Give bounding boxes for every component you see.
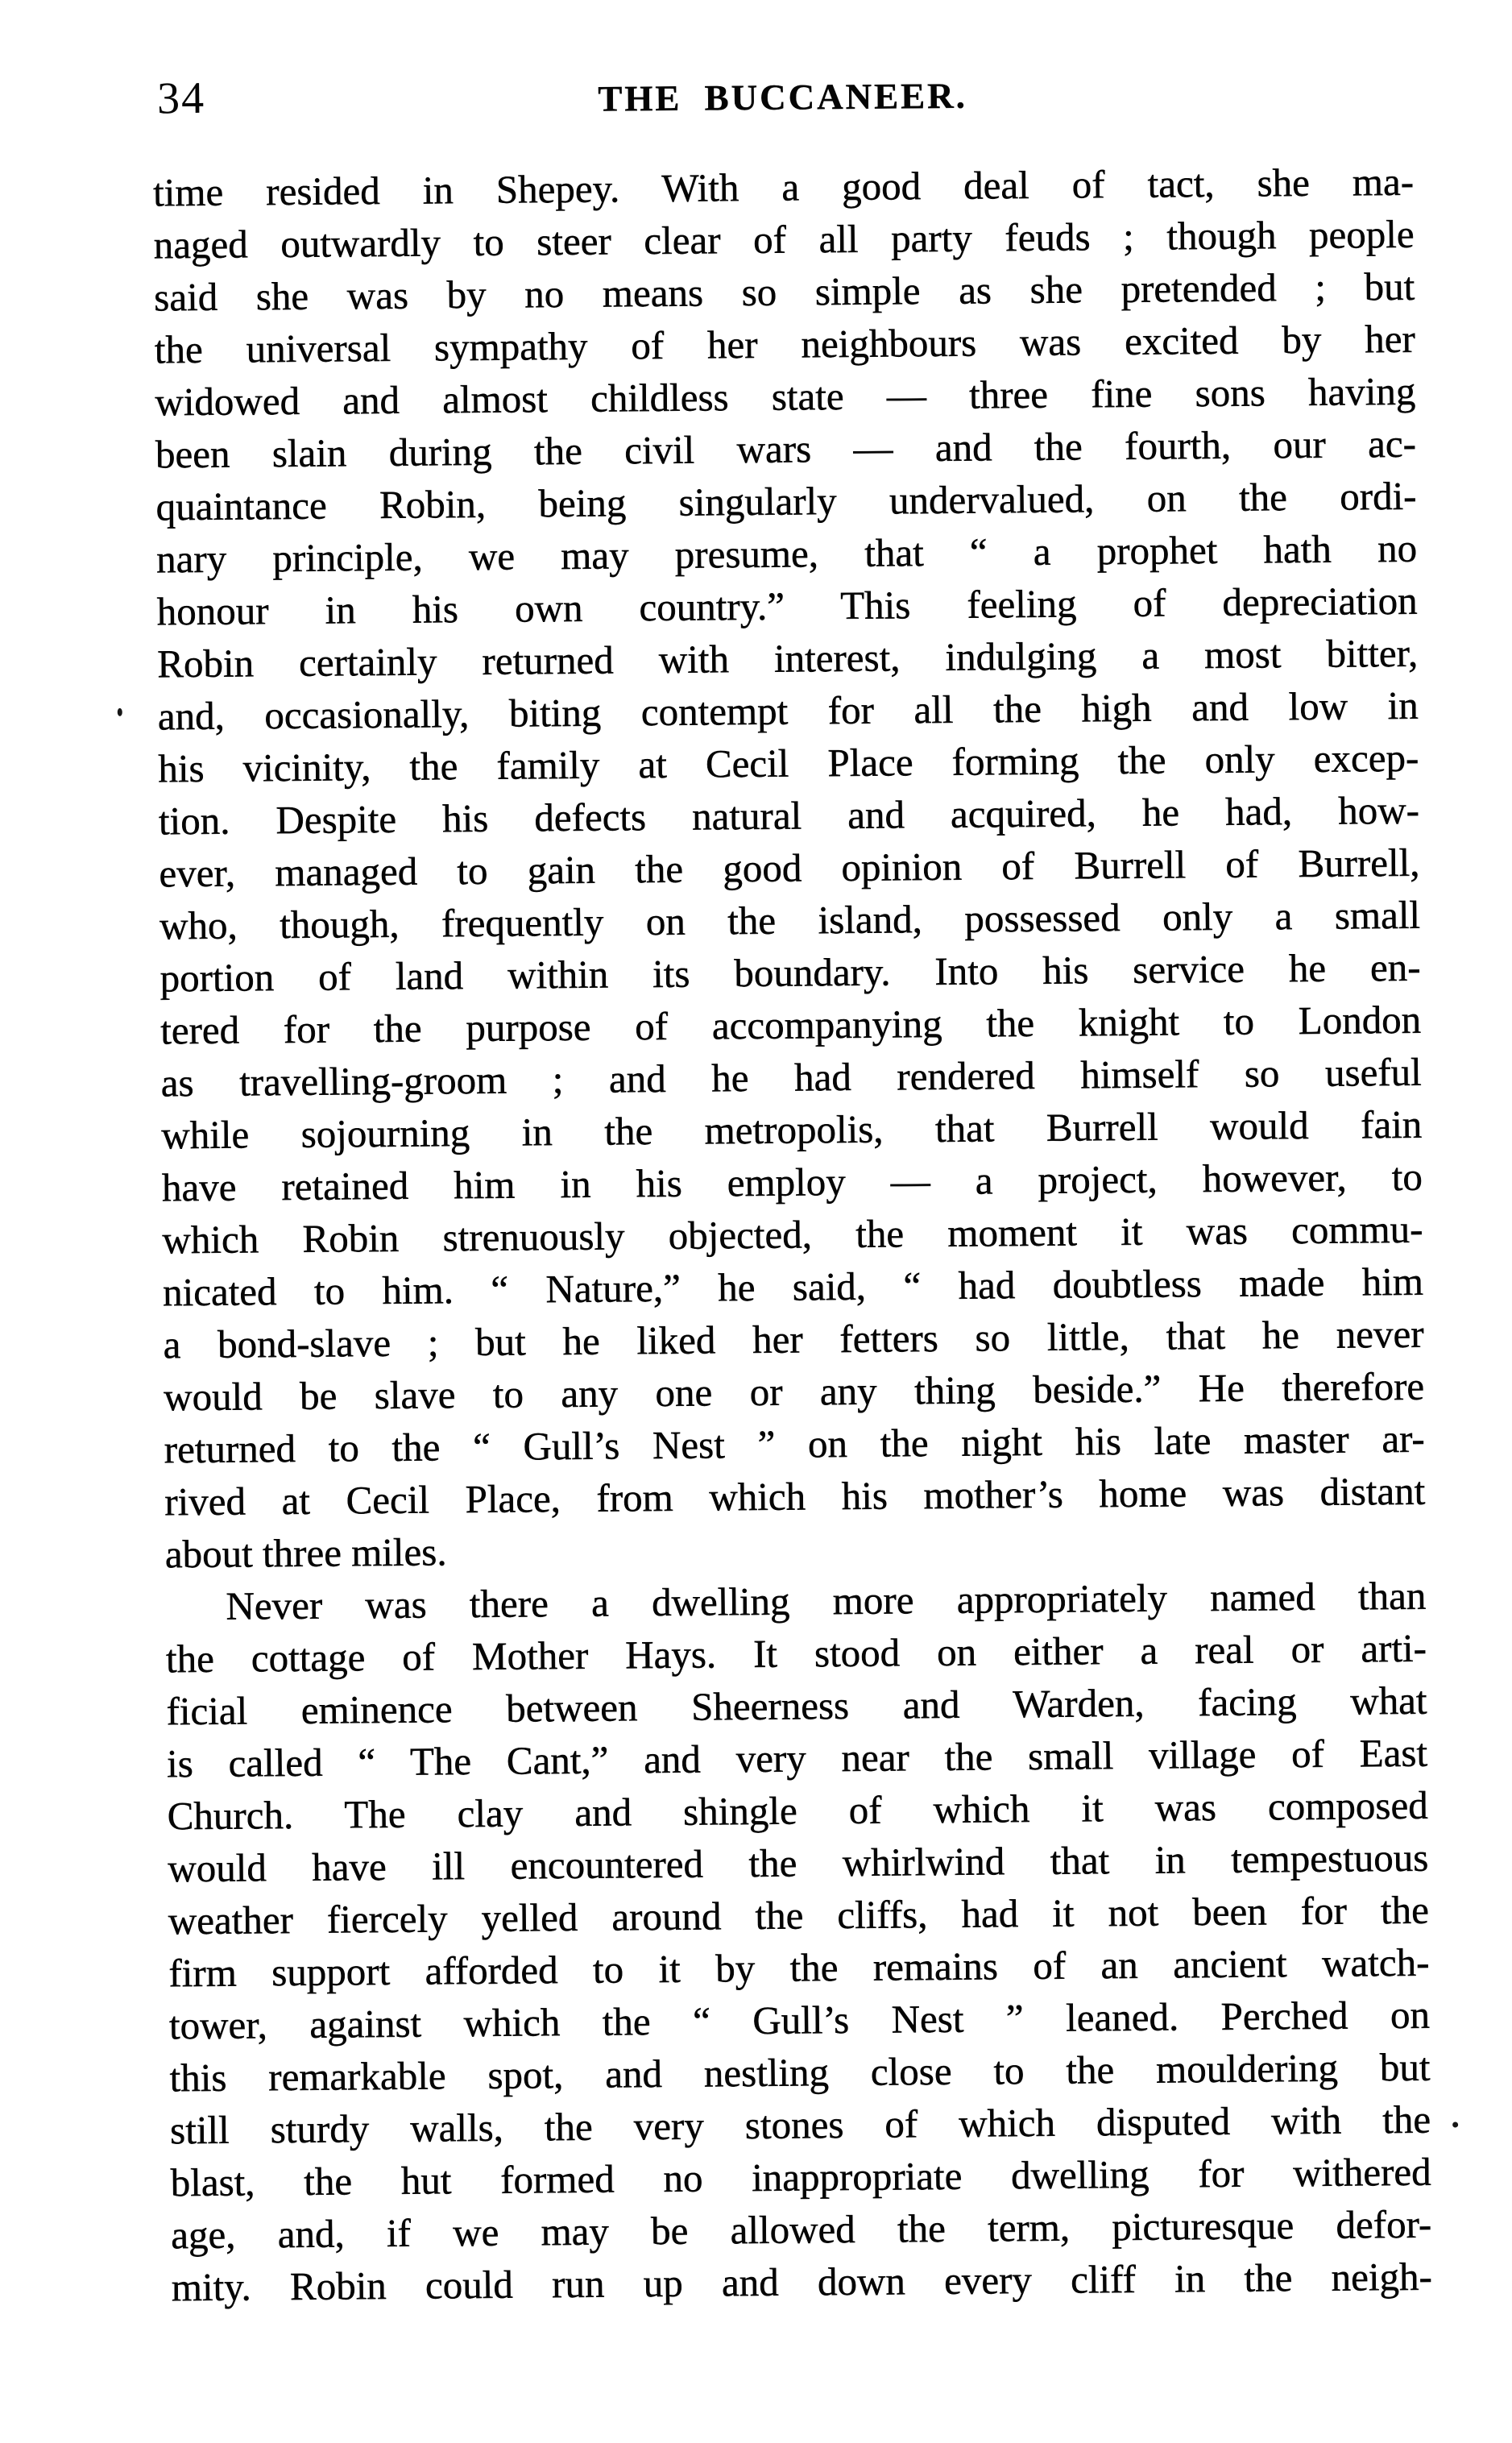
text-line: been slain during the civil wars — and the fourth, our ac- — [155, 421, 1417, 477]
text-line: age, and, if we may be allowed the term, picturesque defor- — [171, 2201, 1432, 2258]
text-line: the cottage of Mother Hays. It stood on either a real or arti- — [165, 1625, 1427, 1682]
text-line: rived at Cecil Place, from which his mother’s home was distant — [164, 1468, 1426, 1524]
text-line: Church. The clay and shingle of which it was composed — [167, 1782, 1428, 1839]
text-line: as travelling-groom ; and he had rendered himself so useful — [160, 1049, 1422, 1105]
scan-speck — [1452, 2122, 1458, 2127]
text-line: nary principle, we may presume, that “ a prophet hath no — [155, 525, 1418, 582]
text-line: have retained him in his employ — a project, however, to — [161, 1154, 1423, 1210]
text-line: portion of land within its boundary. Into his service he en- — [159, 944, 1421, 1001]
text-line: about three miles. — [164, 1529, 447, 1577]
text-line: his vicinity, the family at Cecil Place forming the only excep- — [158, 735, 1419, 791]
text-line: while sojourning in the metropolis, that Burrell would fain — [161, 1101, 1423, 1158]
text-line: firm support afforded to it by the remains of an ancient watch- — [168, 1939, 1430, 1996]
text-line: naged outwardly to steer clear of all party feuds ; though people — [153, 211, 1415, 268]
text-line: ever, managed to gain the good opinion of Burrell of Burrell, — [159, 840, 1420, 896]
text-line: returned to the “ Gull’s Nest ” on the night his late master ar- — [164, 1416, 1425, 1472]
text-line: the universal sympathy of her neighbours was excited by her — [154, 316, 1416, 372]
text-line: this remarkable spot, and nestling close to the mouldering but — [169, 2044, 1431, 2101]
scan-speck — [118, 708, 122, 716]
text-line: still sturdy walls, the very stones of which disputed with the — [169, 2097, 1431, 2153]
text-line: Robin certainly returned with interest, indulging a most bitter, — [157, 630, 1419, 686]
text-line: is called “ The Cant,” and very near the small village of East — [166, 1730, 1428, 1786]
text-line: blast, the hut formed no inappropriate dwelling for withered — [170, 2149, 1431, 2205]
page-header — [152, 64, 1414, 131]
text-line: would be slave to any one or any thing beside.” He therefore — [163, 1363, 1425, 1420]
text-line: which Robin strenuously objected, the moment it was commu- — [162, 1206, 1423, 1263]
text-line: ficial eminence between Sheerness and Warden, facing what — [166, 1678, 1427, 1734]
text-line: quaintance Robin, being singularly undervalued, on the ordi- — [155, 473, 1417, 529]
text-line: mity. Robin could run up and down every cliff in the neigh- — [171, 2254, 1433, 2310]
text-line: nicated to him. “ Nature,” he said, “ had doubtless made him — [162, 1259, 1424, 1315]
text-line: honour in his own country.” This feeling of depreciation — [156, 578, 1418, 634]
text-line: and, occasionally, biting contempt for all the high and low in — [157, 682, 1419, 739]
body-text — [153, 156, 1432, 2314]
text-line: time resided in Shepey. With a good deal of tact, she ma- — [152, 159, 1415, 215]
text-line: weather fiercely yelled around the cliffs, had it not been for the — [168, 1887, 1430, 1943]
text-line: Never was there a dwelling more appropriately named than — [226, 1573, 1427, 1628]
running-title: THE BUCCANEER. — [598, 75, 968, 119]
text-line: tion. Despite his defects natural and acquired, he had, how- — [158, 787, 1420, 844]
page-number: 34 — [156, 73, 206, 124]
text-line: a bond-slave ; but he liked her fetters so little, that he never — [163, 1311, 1424, 1367]
text-line: who, though, frequently on the island, possessed only a small — [159, 892, 1421, 948]
text-line: tered for the purpose of accompanying the knight to London — [159, 997, 1422, 1053]
text-line: would have ill encountered the whirlwind that in tempestuous — [168, 1835, 1429, 1891]
text-line: tower, against which the “ Gull’s Nest ” leaned. Perched on — [168, 1992, 1431, 2048]
text-line: widowed and almost childless state — three fine sons having — [155, 368, 1416, 425]
text-line: said she was by no means so simple as she pretended ; but — [154, 263, 1415, 320]
